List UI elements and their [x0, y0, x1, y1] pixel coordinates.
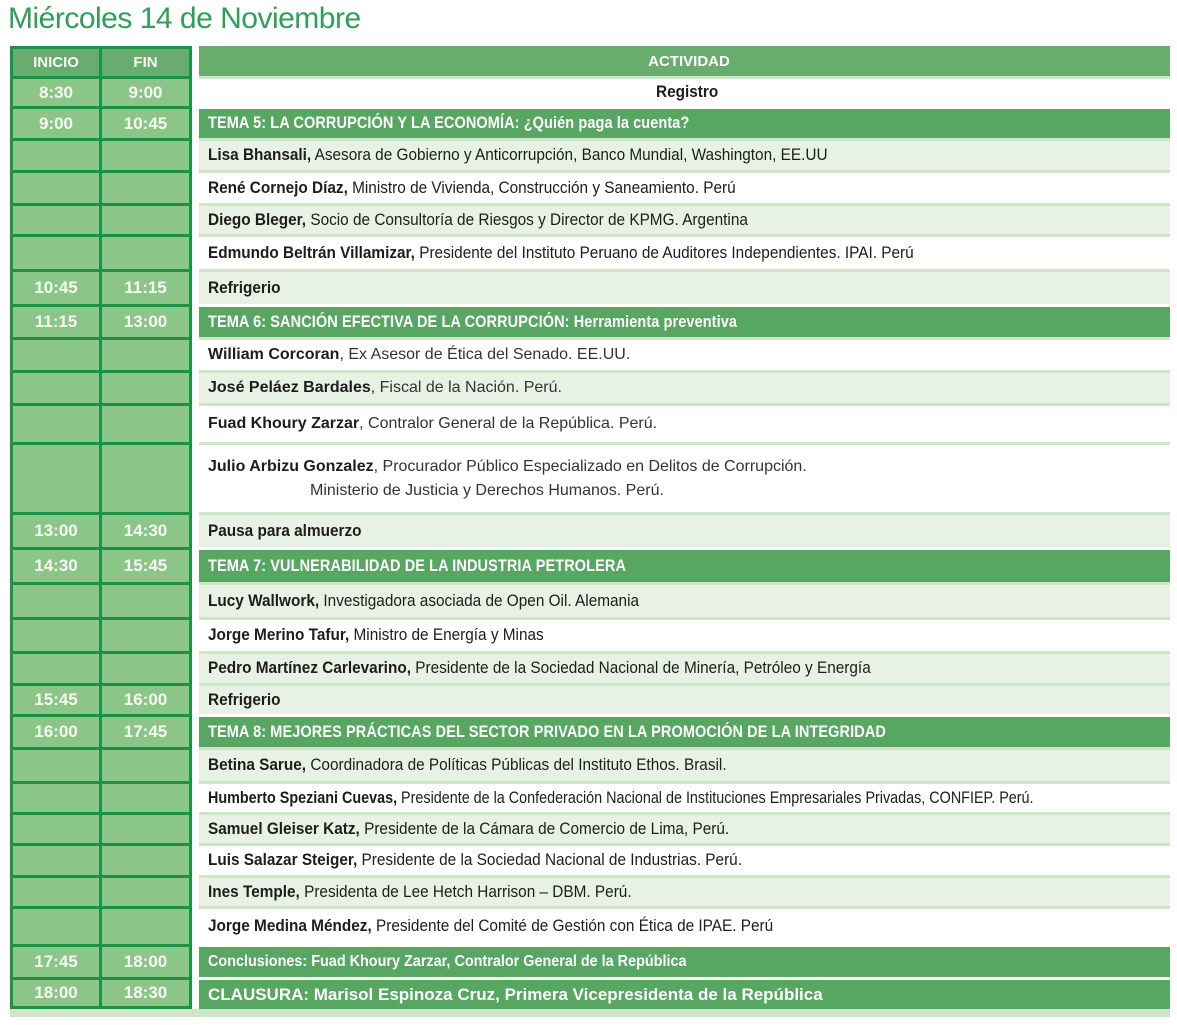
activity-cell: TEMA 5: LA CORRUPCIÓN Y LA ECONOMÍA: ¿Quién paga la cuenta? [199, 106, 1170, 138]
column-gutter [192, 651, 199, 683]
time-cell-inicio [10, 906, 99, 944]
column-gutter [192, 304, 199, 337]
schedule-row-speaker [10, 906, 1170, 944]
column-gutter [192, 442, 199, 512]
schedule-row-speaker [10, 617, 1170, 651]
time-cell-fin [99, 138, 192, 170]
time-cell-inicio: 11:15 [10, 304, 99, 337]
table-header-row [10, 46, 1170, 76]
activity-cell: Fuad Khoury Zarzar, Contralor General de la República. Perú. [199, 403, 1170, 442]
time-cell-fin [99, 203, 192, 234]
schedule-row-refrigerio [10, 269, 1170, 304]
column-gutter [192, 203, 199, 234]
page-title: Miércoles 14 de Noviembre [8, 2, 361, 35]
column-gutter [192, 582, 199, 617]
activity-cell: Lisa Bhansali, Asesora de Gobierno y Anticorrupción, Banco Mundial, Washington, EE.UU [199, 138, 1170, 170]
time-cell-inicio [10, 138, 99, 170]
column-gutter [192, 138, 199, 170]
column-gutter [192, 234, 199, 269]
activity-cell: TEMA 8: MEJORES PRÁCTICAS DEL SECTOR PRIVADO EN LA PROMOCIÓN DE LA INTEGRIDAD [199, 714, 1170, 747]
schedule-row-refrigerio [10, 683, 1170, 714]
header-actividad: ACTIVIDAD [199, 46, 1170, 76]
time-cell-fin [99, 875, 192, 906]
time-cell-fin: 18:30 [99, 977, 192, 1009]
time-cell-fin [99, 582, 192, 617]
schedule-row-speaker [10, 442, 1170, 512]
activity-cell: Pedro Martínez Carlevarino, Presidente de la Sociedad Nacional de Minería, Petróleo y Energía [199, 651, 1170, 683]
column-gutter [192, 843, 199, 875]
schedule-row-speaker [10, 582, 1170, 617]
time-cell-inicio: 16:00 [10, 714, 99, 747]
time-cell-fin [99, 170, 192, 203]
time-cell-inicio [10, 812, 99, 843]
time-cell-inicio: 8:30 [10, 76, 99, 106]
table-bottom-strip [10, 1009, 1170, 1017]
schedule-row-speaker [10, 651, 1170, 683]
time-cell-inicio [10, 747, 99, 781]
column-gutter [192, 269, 199, 304]
activity-cell: Luis Salazar Steiger, Presidente de la Sociedad Nacional de Industrias. Perú. [199, 843, 1170, 875]
time-cell-inicio: 18:00 [10, 977, 99, 1009]
time-cell-fin [99, 651, 192, 683]
activity-cell: Jorge Medina Méndez, Presidente del Comité de Gestión con Ética de IPAE. Perú [199, 906, 1170, 944]
time-cell-fin: 14:30 [99, 512, 192, 547]
schedule-row-speaker [10, 843, 1170, 875]
activity-cell: Lucy Wallwork, Investigadora asociada de Open Oil. Alemania [199, 582, 1170, 617]
column-gutter [192, 906, 199, 944]
time-cell-inicio: 15:45 [10, 683, 99, 714]
column-gutter [192, 747, 199, 781]
schedule-row-conclusiones [10, 944, 1170, 977]
column-gutter [192, 812, 199, 843]
time-cell-inicio [10, 370, 99, 403]
column-gutter [192, 106, 199, 138]
schedule-row-pausa [10, 512, 1170, 547]
activity-cell: TEMA 7: VULNERABILIDAD DE LA INDUSTRIA PETROLERA [199, 547, 1170, 582]
time-cell-fin [99, 812, 192, 843]
time-cell-inicio [10, 617, 99, 651]
schedule-row-tema7 [10, 547, 1170, 582]
time-cell-inicio: 17:45 [10, 944, 99, 977]
activity-cell: Registro [199, 76, 1170, 106]
time-cell-fin: 11:15 [99, 269, 192, 304]
column-gutter [192, 617, 199, 651]
schedule-row-speaker [10, 138, 1170, 170]
column-gutter [192, 337, 199, 370]
time-cell-fin: 13:00 [99, 304, 192, 337]
column-gutter [192, 944, 199, 977]
time-cell-fin [99, 781, 192, 812]
time-cell-inicio [10, 781, 99, 812]
schedule-row-clausura [10, 977, 1170, 1009]
time-cell-inicio [10, 234, 99, 269]
column-gutter [192, 875, 199, 906]
time-cell-inicio [10, 651, 99, 683]
time-cell-inicio: 13:00 [10, 512, 99, 547]
activity-cell: Betina Sarue, Coordinadora de Políticas Públicas del Instituto Ethos. Brasil. [199, 747, 1170, 781]
time-cell-fin [99, 442, 192, 512]
activity-cell: CLAUSURA: Marisol Espinoza Cruz, Primera Vicepresidenta de la República [199, 977, 1170, 1009]
header-fin: FIN [99, 46, 192, 76]
activity-cell: Julio Arbizu Gonzalez, Procurador Público Especializado en Delitos de Corrupción. Ministerio de Justicia y Derechos Humanos. Perú. [199, 442, 1170, 512]
schedule-row-speaker [10, 812, 1170, 843]
schedule-row-tema8 [10, 714, 1170, 747]
time-cell-inicio [10, 582, 99, 617]
activity-cell: Edmundo Beltrán Villamizar, Presidente del Instituto Peruano de Auditores Independientes. IPAI. Perú [199, 234, 1170, 269]
time-cell-inicio [10, 843, 99, 875]
time-cell-inicio [10, 170, 99, 203]
column-gutter [192, 512, 199, 547]
column-gutter [192, 46, 199, 76]
time-cell-inicio [10, 203, 99, 234]
time-cell-fin: 16:00 [99, 683, 192, 714]
column-gutter [192, 714, 199, 747]
activity-cell: Refrigerio [199, 269, 1170, 304]
time-cell-fin [99, 843, 192, 875]
activity-cell: José Peláez Bardales, Fiscal de la Nación. Perú. [199, 370, 1170, 403]
time-cell-inicio [10, 337, 99, 370]
activity-cell: Conclusiones: Fuad Khoury Zarzar, Contralor General de la República [199, 944, 1170, 977]
schedule-row-speaker [10, 337, 1170, 370]
activity-cell: Ines Temple, Presidenta de Lee Hetch Harrison – DBM. Perú. [199, 875, 1170, 906]
activity-cell: William Corcoran, Ex Asesor de Ética del Senado. EE.UU. [199, 337, 1170, 370]
time-cell-inicio [10, 442, 99, 512]
time-cell-fin: 10:45 [99, 106, 192, 138]
schedule-row-speaker [10, 370, 1170, 403]
schedule-table [10, 46, 1170, 1017]
column-gutter [192, 170, 199, 203]
column-gutter [192, 977, 199, 1009]
time-cell-fin [99, 617, 192, 651]
schedule-row-tema5 [10, 106, 1170, 138]
column-gutter [192, 781, 199, 812]
time-cell-fin: 15:45 [99, 547, 192, 582]
column-gutter [192, 683, 199, 714]
header-inicio: INICIO [10, 46, 99, 76]
time-cell-inicio [10, 875, 99, 906]
column-gutter [192, 403, 199, 442]
schedule-row-speaker [10, 781, 1170, 812]
time-cell-inicio: 14:30 [10, 547, 99, 582]
schedule-row-speaker [10, 875, 1170, 906]
activity-cell: Pausa para almuerzo [199, 512, 1170, 547]
time-cell-fin [99, 403, 192, 442]
schedule-row-speaker [10, 203, 1170, 234]
activity-cell: TEMA 6: SANCIÓN EFECTIVA DE LA CORRUPCIÓN: Herramienta preventiva [199, 304, 1170, 337]
time-cell-fin [99, 234, 192, 269]
time-cell-fin [99, 370, 192, 403]
time-cell-fin [99, 747, 192, 781]
column-gutter [192, 370, 199, 403]
activity-cell: René Cornejo Díaz, Ministro de Vivienda, Construcción y Saneamiento. Perú [199, 170, 1170, 203]
activity-cell: Diego Bleger, Socio de Consultoría de Riesgos y Director de KPMG. Argentina [199, 203, 1170, 234]
time-cell-inicio: 9:00 [10, 106, 99, 138]
column-gutter [192, 547, 199, 582]
schedule-row-speaker [10, 170, 1170, 203]
time-cell-fin: 9:00 [99, 76, 192, 106]
schedule-row-speaker [10, 403, 1170, 442]
schedule-row-tema6 [10, 304, 1170, 337]
time-cell-inicio [10, 403, 99, 442]
schedule-row-speaker [10, 234, 1170, 269]
schedule-row-registro [10, 76, 1170, 106]
activity-cell: Humberto Speziani Cuevas, Presidente de la Confederación Nacional de Instituciones Empresariales Privadas, CONFIEP. Perú. [199, 781, 1170, 812]
schedule-row-speaker [10, 747, 1170, 781]
activity-cell: Samuel Gleiser Katz, Presidente de la Cámara de Comercio de Lima, Perú. [199, 812, 1170, 843]
time-cell-inicio: 10:45 [10, 269, 99, 304]
time-cell-fin [99, 337, 192, 370]
time-cell-fin [99, 906, 192, 944]
column-gutter [192, 76, 199, 106]
activity-cell: Jorge Merino Tafur, Ministro de Energía y Minas [199, 617, 1170, 651]
activity-cell: Refrigerio [199, 683, 1170, 714]
time-cell-fin: 18:00 [99, 944, 192, 977]
time-cell-fin: 17:45 [99, 714, 192, 747]
